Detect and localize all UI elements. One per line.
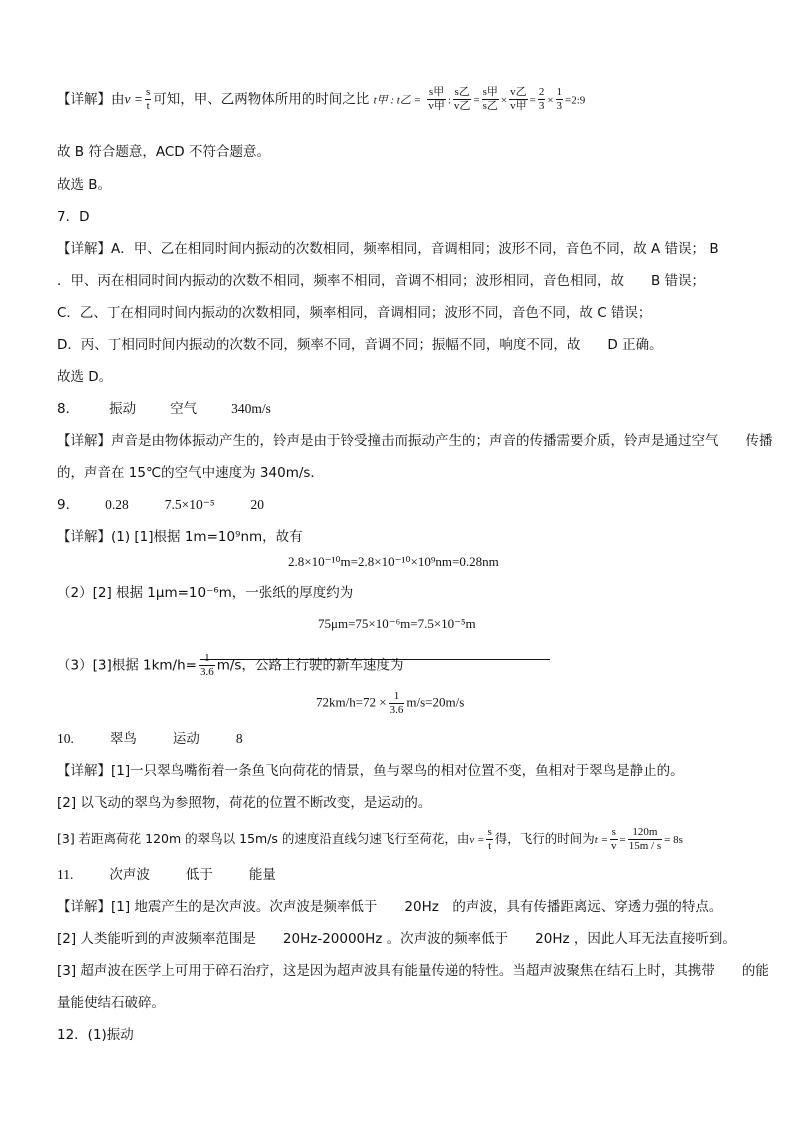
line-7: C．乙、丁在相同时间内振动的次数相同，频率相同，音调相同；波形不同，音色不同，故 C 错误；: [57, 305, 652, 321]
line-5: 【详解】A．甲、乙在相同时间内振动的次数相同，频率相同，音调相同；波形不同，音色不同，故 A 错误； B: [57, 241, 719, 257]
fraction-eq3: $\frac{1}{3.6}$: [389, 690, 404, 716]
line-12: 的，声音在 15℃的空气中速度为 340m/s．: [57, 465, 324, 481]
question-12-answer: 12．(1)振动: [57, 1027, 134, 1043]
formula-v: v =: [124, 91, 143, 107]
text-detail-prefix: 【详解】由: [57, 91, 125, 108]
line-2: 故 B 符合题意，ACD 不符合题意。: [57, 144, 270, 160]
line-24: [3] 超声波在医学上可用于碎石治疗，这是因为超声波具有能量传递的特性。当超声波聚焦在结石上时，其携带 的能: [57, 963, 769, 979]
line-6: ．甲、丙在相同时间内振动的次数不相同，频率不相同，音调不相同；波形相同，音色相同，故 B 错误；: [57, 273, 706, 289]
line-23: [2] 人类能听到的声波频率范围是 20Hz-20000Hz 。次声波的频率低于 20Hz ，因此人耳无法直接听到。: [57, 931, 736, 947]
fraction-s-over-t-2: $\frac{s}{t}$: [487, 826, 492, 852]
fraction-3: $\frac{\text{s甲}}{\text{s乙}}$: [482, 86, 498, 112]
fraction-120-over-15: $\frac{120m}{15m / s}$: [628, 826, 662, 852]
question-7-answer: 7．D: [57, 209, 90, 225]
equation-2: 75μm=75×10⁻⁶m=7.5×10⁻⁵m: [318, 616, 476, 631]
equation-3: 72km/h=72 × $\frac{1}{3.6}$ m/s=20m/s: [316, 690, 465, 716]
equation-1: 2.8×10⁻¹⁰m=2.8×10⁻¹⁰×10⁹nm=0.28nm: [288, 554, 499, 569]
question-11-answers: 11. 次声波 低于 能量: [57, 867, 276, 883]
fraction-s-over-t: $\frac{s}{t}$: [145, 86, 151, 112]
line-19: [2] 以飞动的翠鸟为参照物，荷花的位置不断改变，是运动的。: [57, 795, 432, 811]
question-9-answers: 9． 0.28 7.5×10⁻⁵ 20: [57, 497, 265, 513]
line-20: [3] 若距离荷花 120m 的翠鸟以 15m/s 的速度沿直线匀速飞行至荷花，由v = $\frac{s}{t}$ 得，飞行的时间为t = $\frac{s}{v}$ = $\frac{120m}{15m / s}$ = 8s: [57, 826, 683, 852]
fraction-6: $\frac{1}{3}$: [556, 86, 563, 112]
line-18: 【详解】[1]一只翠鸟嘴衔着一条鱼飞向荷花的情景，鱼与翠鸟的相对位置不变，鱼相对于翠鸟是静止的。: [57, 763, 684, 779]
fraction-5: $\frac{2}{3}$: [538, 86, 545, 112]
line-16: （3）[3]根据 1km/h= $\frac{1}{3.6}$ m/s，公路上行驶的新车速度为: [57, 652, 404, 678]
line-11: 【详解】声音是由物体振动产生的，铃声是由于铃受撞击而振动产生的；声音的传播需要介质，铃声是通过空气 传播: [57, 433, 773, 449]
fraction-2: $\frac{\text{s乙}}{\text{v乙}}$: [453, 86, 471, 112]
strike-line: [200, 659, 550, 660]
formula-time-ratio: t甲 : t乙 =: [373, 94, 422, 107]
text-ratio-desc: 可知，甲、乙两物体所用的时间之比: [153, 91, 370, 108]
line-14: 【详解】(1) [1]根据 1m=10⁹nm，故有: [57, 529, 303, 545]
question-10-answers: 10. 翠鸟 运动 8: [57, 731, 243, 747]
line-22: 【详解】[1] 地震产生的是次声波。次声波是频率低于 20Hz 的声波，具有传播距离远、穿透力强的特点。: [57, 899, 723, 915]
fraction-4: $\frac{\text{v乙}}{\text{v甲}}$: [510, 86, 527, 112]
line-25: 量能使结石破碎。: [57, 995, 165, 1011]
question-8-answers: 8． 振动 空气 340m/s: [57, 401, 271, 417]
line-15: （2）[2] 根据 1μm=10⁻⁶m，一张纸的厚度约为: [57, 585, 354, 601]
fraction-km-h: $\frac{1}{3.6}$: [199, 652, 214, 678]
line-3: 故选 B。: [57, 177, 112, 193]
line-9: 故选 D。: [57, 369, 113, 385]
ratio-result: =2:9: [565, 94, 586, 107]
line-8: D．丙、丁相同时间内振动的次数不同，频率不同，音调不同；振幅不同，响度不同，故 D 正确。: [57, 337, 663, 353]
fraction-s-over-v: $\frac{s}{v}$: [611, 826, 617, 852]
line-1: 【详解】由v = $\frac{s}{t}$ 可知，甲、乙两物体所用的时间之比 t甲 : t乙 = $\frac{\text{s甲}}{\text{v甲}}$ : $\frac{\text{s乙}}{\text{v乙}}$ = $\frac{\text{s甲}}{\text{s乙}}$ × $\frac{\text{v乙}}{\text{v甲}}$ = $\frac{2}{3}$ × $\frac{1}{3}$ =2:9: [57, 86, 586, 112]
fraction-1: $\frac{\text{s甲}}{\text{v甲}}$: [428, 86, 445, 112]
